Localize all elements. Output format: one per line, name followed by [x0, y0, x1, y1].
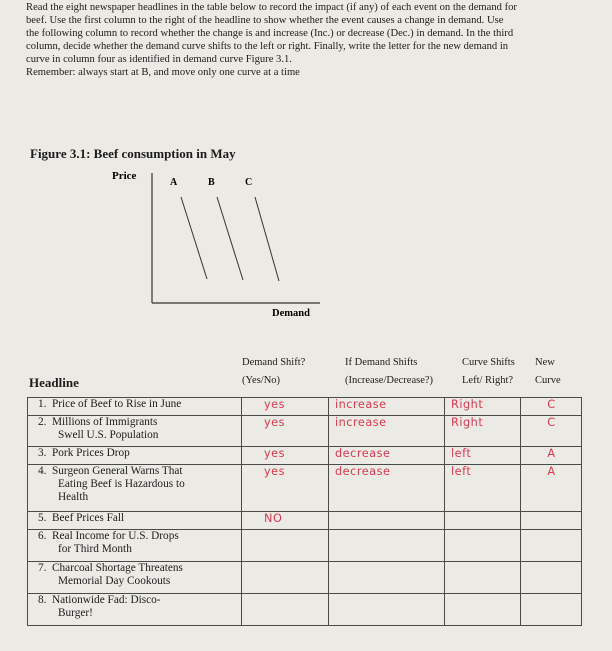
instruction-line: curve in column four as identified in demand curve Figure 3.1.	[26, 53, 292, 65]
table-row	[28, 447, 582, 465]
left-right-cell[interactable]	[445, 562, 521, 594]
curve-label-c: C	[245, 177, 253, 188]
headline-number: 5.	[38, 512, 47, 524]
handwritten-answer: yes	[264, 465, 286, 478]
demand-shift-cell[interactable]	[242, 594, 329, 626]
direction-cell[interactable]	[329, 562, 445, 594]
headline-cell	[28, 465, 242, 512]
table-row	[28, 398, 582, 416]
direction-cell[interactable]	[329, 398, 445, 416]
headline-cell	[28, 562, 242, 594]
new-curve-cell[interactable]	[521, 594, 582, 626]
handwritten-answer: decrease	[335, 465, 391, 478]
new-curve-cell[interactable]	[521, 416, 582, 447]
demand-shift-cell[interactable]	[242, 530, 329, 562]
demand-shift-cell[interactable]	[242, 447, 329, 465]
table-row	[28, 465, 582, 512]
col-direction-header-line2: (Increase/Decrease?)	[345, 375, 434, 386]
headline-text: Real Income for U.S. Drops	[52, 530, 179, 542]
left-right-cell[interactable]	[445, 465, 521, 512]
headline-text: Charcoal Shortage Threatens	[52, 562, 183, 574]
new-curve-cell[interactable]	[521, 562, 582, 594]
direction-cell[interactable]	[329, 512, 445, 530]
headline-text: Eating Beef is Hazardous to	[58, 478, 185, 490]
new-curve-cell[interactable]	[521, 530, 582, 562]
instruction-line: Read the eight newspaper headlines in the table below to record the impact (if any) of each event on the demand for	[26, 2, 517, 13]
headline-text: Health	[58, 491, 89, 503]
handwritten-answer: increase	[335, 398, 387, 411]
table-row	[28, 562, 582, 594]
direction-cell[interactable]	[329, 530, 445, 562]
headline-number: 2.	[38, 416, 47, 428]
col-leftright-header-line2: Left/ Right?	[462, 375, 514, 386]
left-right-cell[interactable]	[445, 416, 521, 447]
x-axis-label: Demand	[272, 308, 310, 319]
curve-label-a: A	[170, 177, 178, 188]
headline-text: Swell U.S. Population	[58, 429, 159, 441]
instructions-paragraph	[26, 2, 586, 79]
new-curve-cell[interactable]	[521, 398, 582, 416]
headline-cell	[28, 594, 242, 626]
instruction-line: the following column to record whether the change is and increase (Inc.) or decrease (Dec.) in demand. In the third	[26, 27, 514, 39]
headline-text: Beef Prices Fall	[52, 512, 125, 524]
headline-cell	[28, 447, 242, 465]
headline-number: 3.	[38, 447, 47, 459]
headline-cell	[28, 398, 242, 416]
col-direction-header-line1: If Demand Shifts	[345, 357, 418, 368]
table-row	[28, 416, 582, 447]
left-right-cell[interactable]	[445, 512, 521, 530]
headline-text: Surgeon General Warns That	[52, 465, 183, 477]
left-right-cell[interactable]	[445, 530, 521, 562]
demand-shift-cell[interactable]	[242, 398, 329, 416]
demand-shift-cell[interactable]	[242, 465, 329, 512]
demand-curve-svg	[108, 165, 348, 325]
left-right-cell[interactable]	[445, 594, 521, 626]
col-newcurve-header-line1: New	[535, 357, 555, 368]
headline-number: 8.	[38, 594, 47, 606]
headline-number: 1.	[38, 398, 47, 410]
demand-shift-cell[interactable]	[242, 562, 329, 594]
handwritten-answer: Right	[451, 416, 484, 429]
left-right-cell[interactable]	[445, 447, 521, 465]
table-row	[28, 512, 582, 530]
table-row	[28, 594, 582, 626]
handwritten-answer: left	[451, 447, 472, 460]
new-curve-cell[interactable]	[521, 447, 582, 465]
headline-text: Price of Beef to Rise in June	[52, 398, 182, 410]
direction-cell[interactable]	[329, 465, 445, 512]
handwritten-answer: left	[451, 465, 472, 478]
headline-number: 6.	[38, 530, 47, 542]
new-curve-cell[interactable]	[521, 512, 582, 530]
left-right-cell[interactable]	[445, 398, 521, 416]
demand-curve-figure	[108, 165, 348, 325]
handwritten-answer: C	[547, 398, 556, 411]
headline-text: Pork Prices Drop	[52, 447, 130, 459]
demand-curve-b	[217, 197, 243, 280]
demand-curve-a	[181, 197, 207, 279]
headline-text: Burger!	[58, 607, 93, 619]
instruction-line: Remember: always start at B, and move only one curve at a time	[26, 66, 300, 78]
handwritten-answer: yes	[264, 447, 286, 460]
handwritten-answer: yes	[264, 398, 286, 411]
headline-text: Memorial Day Cookouts	[58, 575, 171, 587]
headline-text: for Third Month	[58, 543, 132, 555]
col-newcurve-header-line2: Curve	[535, 375, 561, 386]
handwritten-answer: decrease	[335, 447, 391, 460]
handwritten-answer: increase	[335, 416, 387, 429]
y-axis-label: Price	[112, 170, 137, 182]
handwritten-answer: A	[547, 447, 556, 460]
headline-cell	[28, 416, 242, 447]
direction-cell[interactable]	[329, 416, 445, 447]
instruction-line: column, decide whether the demand curve shifts to the left or right. Finally, write the letter for the new demand in	[26, 40, 509, 52]
headline-text: Millions of Immigrants	[52, 416, 158, 428]
demand-table	[27, 397, 582, 626]
table-row	[28, 530, 582, 562]
direction-cell[interactable]	[329, 447, 445, 465]
handwritten-answer: A	[547, 465, 556, 478]
handwritten-answer: Right	[451, 398, 484, 411]
demand-shift-cell[interactable]	[242, 416, 329, 447]
col-leftright-header-line1: Curve Shifts	[462, 357, 515, 368]
headline-number: 4.	[38, 465, 47, 477]
col-shift-header-line1: Demand Shift?	[242, 357, 306, 368]
handwritten-answer: yes	[264, 416, 286, 429]
headline-text: Nationwide Fad: Disco-	[52, 594, 161, 606]
headline-column-heading: Headline	[29, 375, 79, 390]
handwritten-answer: NO	[264, 512, 283, 525]
instruction-line: beef. Use the first column to the right of the headline to show whether the event causes a change in demand. Use	[26, 14, 504, 26]
figure-title: Figure 3.1: Beef consumption in May	[30, 146, 236, 161]
direction-cell[interactable]	[329, 594, 445, 626]
demand-curve-c	[255, 197, 279, 281]
handwritten-answer: C	[547, 416, 556, 429]
demand-shift-cell[interactable]	[242, 512, 329, 530]
col-shift-header-line2: (Yes/No)	[242, 375, 281, 386]
headline-number: 7.	[38, 562, 47, 574]
headline-cell	[28, 530, 242, 562]
headline-cell	[28, 512, 242, 530]
curve-label-b: B	[208, 177, 215, 188]
new-curve-cell[interactable]	[521, 465, 582, 512]
